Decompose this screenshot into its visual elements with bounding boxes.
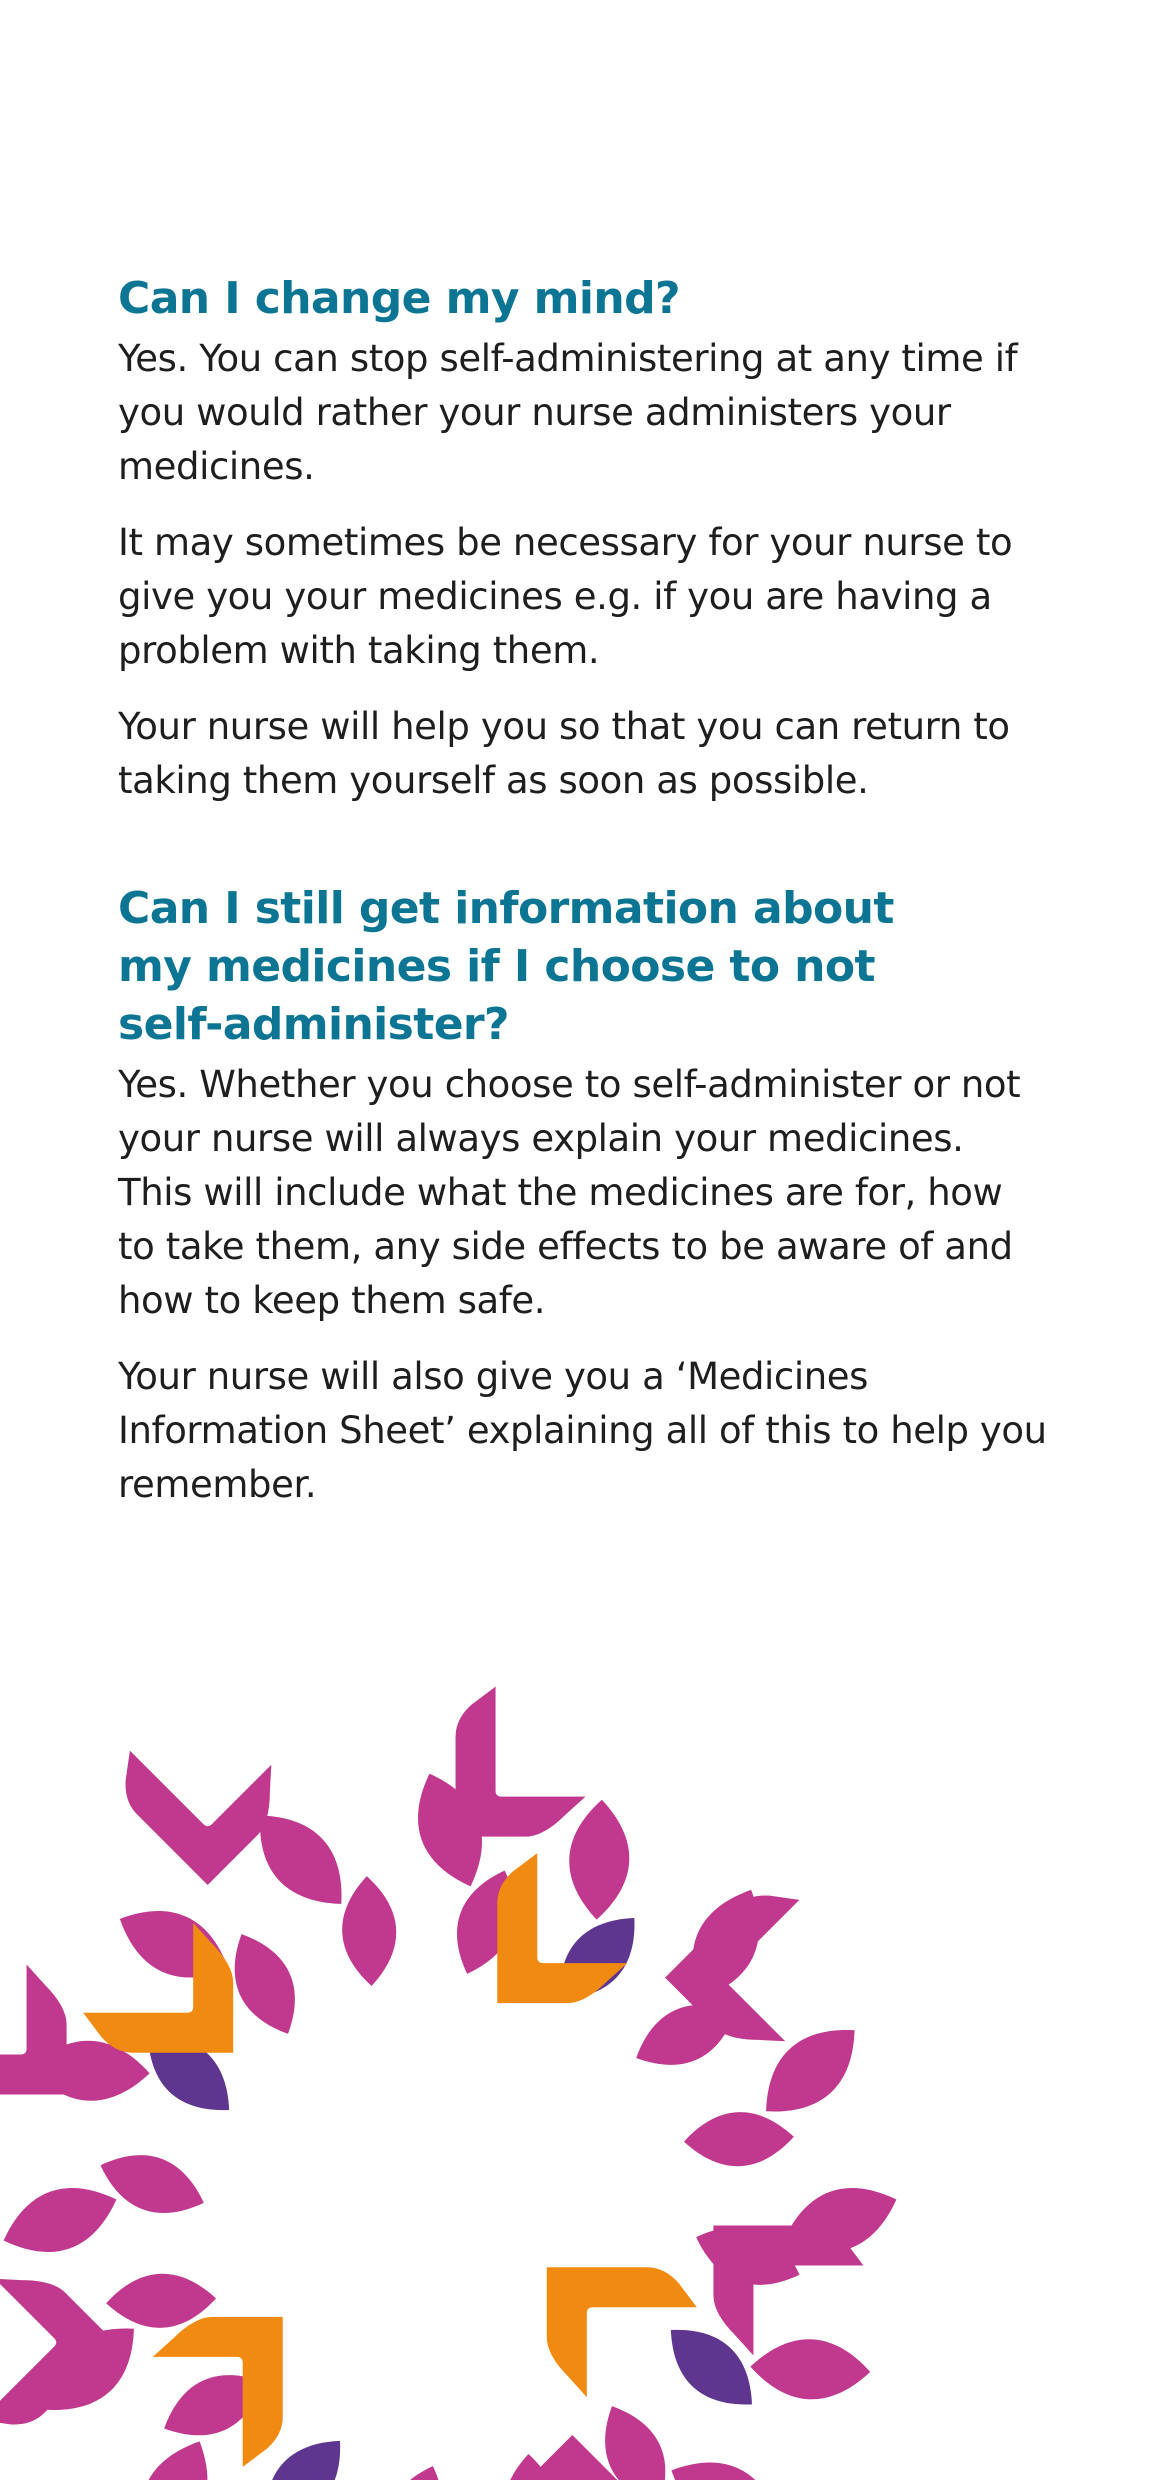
chevron-shape bbox=[713, 2226, 863, 2356]
petal-shape bbox=[659, 2443, 793, 2480]
petal-shape bbox=[370, 2457, 458, 2480]
petal-shape bbox=[749, 2337, 872, 2402]
paragraph: Yes. Whether you choose to self-administer or not your nurse will always explain your medicines. This will include what the medicines are for, how to take them, any side effects to be aware of and how to keep them safe. bbox=[118, 1063, 1021, 1322]
chevron-shape bbox=[0, 1964, 67, 2094]
petal-shape bbox=[340, 1875, 399, 1987]
section-heading-change-mind: Can I change my mind? bbox=[118, 273, 680, 324]
petal-shape bbox=[683, 2110, 795, 2169]
chevron-shape bbox=[0, 2250, 115, 2448]
petal-shape bbox=[0, 2171, 127, 2268]
section-heading-information: Can I still get information about my medicines if I choose to not self-administer? bbox=[118, 883, 894, 1050]
petal-shape bbox=[122, 2429, 227, 2480]
paragraph: Your nurse will also give you a ‘Medicines Information Sheet’ explaining all of this to help you remember. bbox=[118, 1355, 1047, 1506]
paragraph: Yes. You can stop self-administering at any time if you would rather your nurse administers your medicines. bbox=[118, 337, 1018, 488]
petal-shape bbox=[567, 1798, 632, 1921]
content-column bbox=[118, 270, 1048, 1512]
paragraph: Your nurse will help you so that you can return to taking them yourself as soon as possible. bbox=[118, 705, 1010, 802]
petal-motif-decoration bbox=[0, 1640, 1169, 2480]
paragraph: It may sometimes be necessary for your nurse to give you your medicines e.g. if you are having a problem with taking them. bbox=[118, 521, 1013, 672]
chevron-shape bbox=[456, 1687, 586, 1837]
petal-motif-icon bbox=[0, 1687, 907, 2480]
petal-shape bbox=[91, 2140, 213, 2228]
